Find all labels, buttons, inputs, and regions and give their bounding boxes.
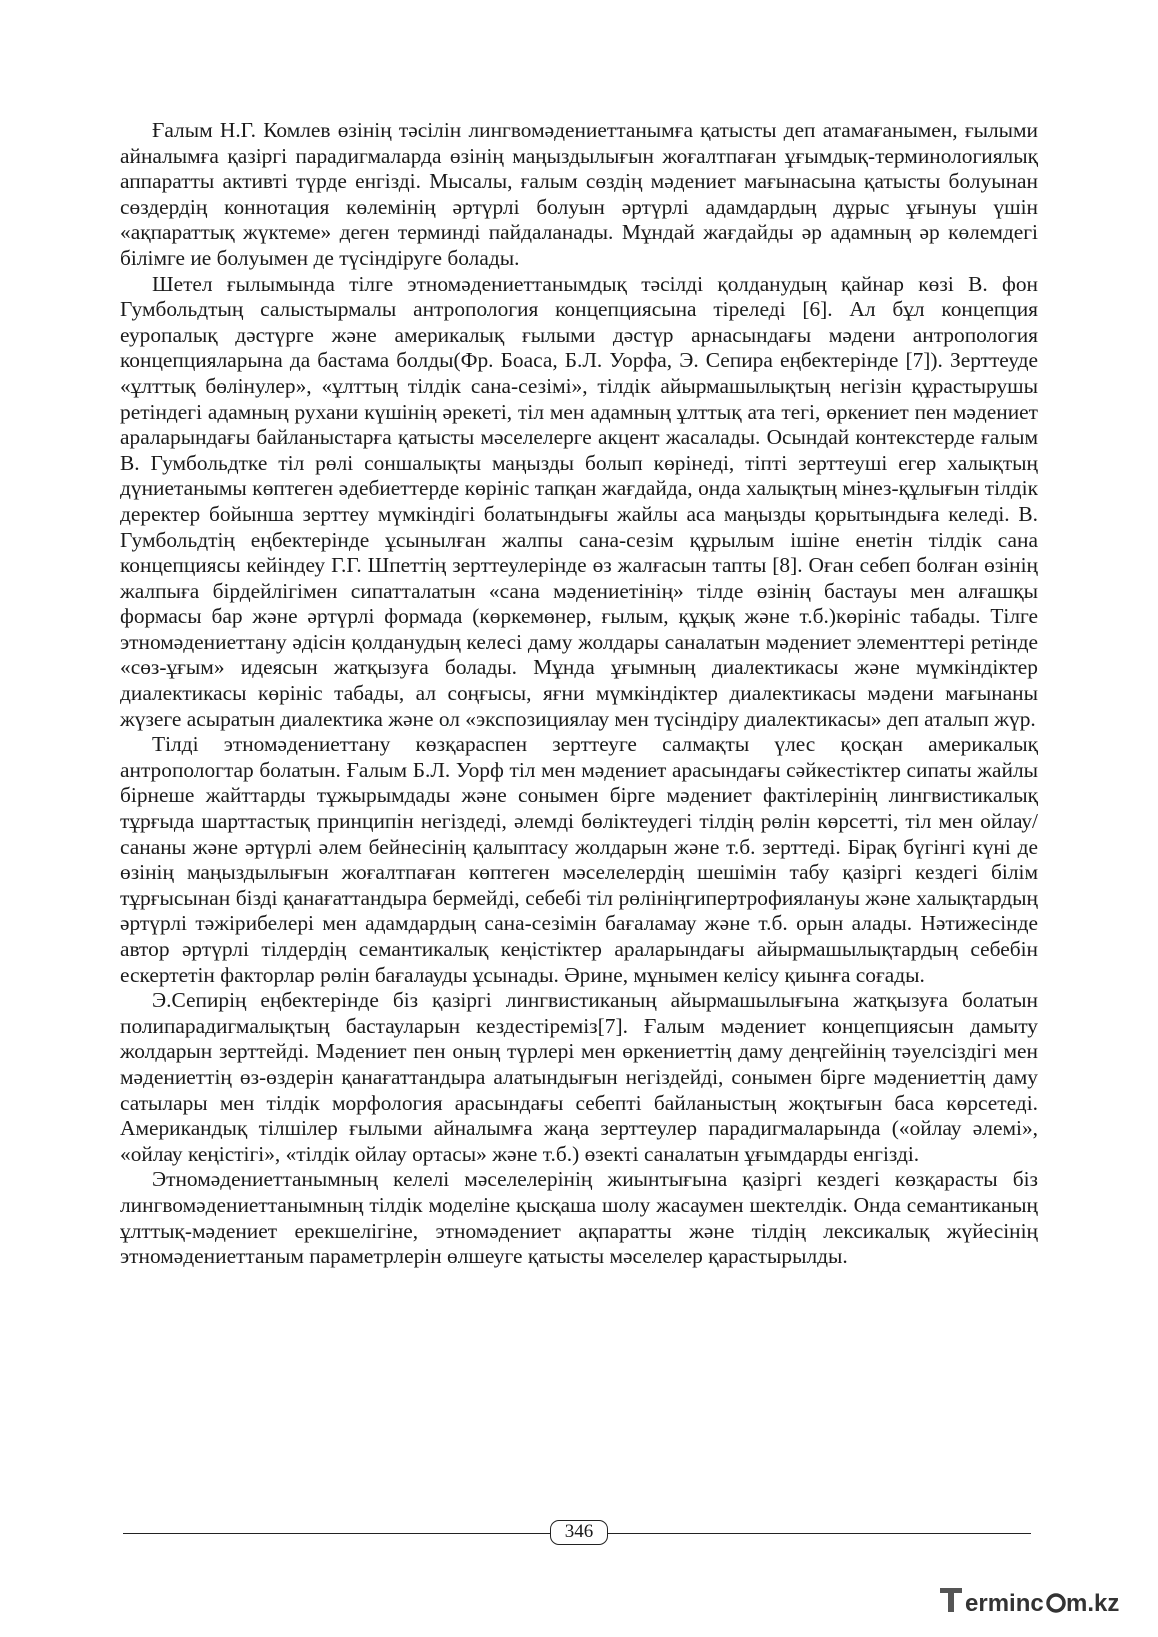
footer-divider-right [608,1533,1031,1534]
page-number: 346 [550,1520,608,1545]
svg-text:erminc: erminc [965,1590,1044,1617]
article-body [120,118,1038,1270]
paragraph-5: Этномәдениеттанымның келелі мәселелерінің жиынтығына қазіргі кездегі көзқарасты біз лингвомәдениеттанымның тілдік моделіне қысқаша шолу жасаумен шектелдік. Онда семантиканың ұлттық-мәдениет ерекшелігіне, этномәдениет ақпаратты және тілдің лексикалық жүйесінің этномәдениеттаным параметрлерін өлшеуге қатысты мәселелер қарастырылды. [120,1167,1038,1269]
svg-text:m.kz: m.kz [1066,1590,1120,1617]
paragraph-2: Шетел ғылымында тілге этномәдениеттанымдық тәсілді қолданудың қайнар көзі В. фон Гумбольдтың салыстырмалы антропология концепциясына тіреледі [6]. Ал бұл концепция еуропалық дәстүрге және америкалық ғылыми дәстүр арнасындағы мәдени антропология концепцияларына да бастама болды(Фр. Боаса, Б.Л. Уорфа, Э. Сепира еңбектерінде [7]). Зерттеуде «ұлттық бөлінулер», «ұлттың тілдік сана-сезімі», тілдік айырмашылықтың негізін құрастырушы ретіндегі адамның рухани күшінің әрекеті, тіл мен адамның ұлттық ата тегі, өркениет пен мәдениет араларындағы байланыстарға қатысты мәселелерге акцент жасалады. Осындай контекстерде ғалым В. Гумбольдтке тіл рөлі соншалықты маңызды болып көрінеді, тіпті зерттеуші егер халықтың дүниетанымы көптеген әдебиеттерде көрініс тапқан жағдайда, онда халықтың мінез-құлығын тілдік деректер бойынша зерттеу мүмкіндігі болатындығы жайлы аса маңызды қорытындыға келеді. В. Гумбольдтің еңбектерінде ұсынылған жалпы сана-сезім құрылым ішіне енетін тілдік сана концепциясы кейіндеу Г.Г. Шпеттің зерттеулерінде өз жалғасын тапты [8]. Оған себеп болған өзінің жалпыға бірдейлігімен сипатталатын «сана мәдениетінің» тілде өзінің бастауы мен алғашқы формасы бар және әртүрлі формада (көркемөнер, ғылым, құқық және т.б.)көрініс табады. Тілге этномәдениеттану әдісін қолданудың келесі даму жолдары саналатын мәдениет элементтері ретінде «сөз-ұғым» идеясын жатқызуға болады. Мұнда ұғымның диалектикасы және мүмкіндіктер диалектикасы көрініс табады, ал соңғысы, яғни мүмкіндіктер диалектикасы мәдени мағынаны жүзеге асыратын диалектика және ол «экспозициялау мен түсіндіру диалектикасы» деп аталып жүр. [120,271,1038,731]
paragraph-3: Тілді этномәдениеттану көзқараспен зерттеуге салмақты үлес қосқан америкалық антропологтар болатын. Ғалым Б.Л. Уорф тіл мен мәдениет арасындағы сәйкестіктер сипаты жайлы бірнеше жайттарды тұжырымдады және сонымен бірге мәдениет фактілерінің лингвистикалық тұрғыда шарттастық принципін негіздеді, әлемді бөліктеудегі тілдің рөлін көрсетті, тіл мен ойлау/сананы және әртүрлі әлем бейнесінің қалыптасу жолдарын және т.б. зерттеді. Бірақ бүгінгі күні де өзінің маңыздылығын жоғалтпаған көптеген мәселелердің шешімін табу қазіргі кездегі білім тұрғысынан бізді қанағаттандыра бермейді, себебі тіл рөлініңгипертрофиялануы және халықтардың әртүрлі тәжірибелері мен адамдардың сана-сезімін бағаламау және т.б. орын алады. Нәтижесінде автор әртүрлі тілдердің семантикалық кеңістіктер араларындағы айырмашылықтардың себебін ескертетін факторлар рөлін бағалауды ұсынады. Әрине, мұнымен келісу қиынға соғады. [120,732,1038,987]
paragraph-1: Ғалым Н.Г. Комлев өзінің тәсілін лингвомәдениеттанымға қатысты деп атамағанымен, ғылыми айналымға қазіргі парадигмаларда өзінің маңыздылығын жоғалтпаған ұғымдық-терминологиялық аппаратты активті түрде енгізді. Мысалы, ғалым сөздің мәдениет мағынасына қатысты болуынан сөздердің коннотация көлемінің әртүрлі болуын әртүрлі адамдардың дұрыс ұғынуы үшін «ақпараттық жүктеме» деген терминді пайдаланады. Мұндай жағдайды әр адамның әр көлемдегі білімге ие болуымен де түсіндіруге болады. [120,118,1038,270]
footer-divider-left [123,1533,550,1534]
paragraph-4: Э.Сепирің еңбектерінде біз қазіргі лингвистиканың айырмашылығына жатқызуға болатын полипарадигмалықтың бастауларын кездестіреміз[7]. Ғалым мәдениет концепциясын дамыту жолдарын зерттейді. Мәдениет пен оның түрлері мен өркениеттің даму деңгейінің тәуелсіздігі мен мәдениеттің өз-өздерін қанағаттандыра алатындығын негіздейді, сонымен бірге мәдениеттің даму сатылары мен тілдік морфология арасындағы себепті байланыстың жоқтығын баса көрсетеді. Американдық тілшілер ғылыми айналымға жаңа зерттеулер парадигмаларында («ойлау әлемі», «ойлау кеңістігі», «тілдік ойлау ортасы» және т.б.) өзекті саналатын ұғымдарды енгізді. [120,988,1038,1166]
termincom-logo [938,1580,1140,1622]
